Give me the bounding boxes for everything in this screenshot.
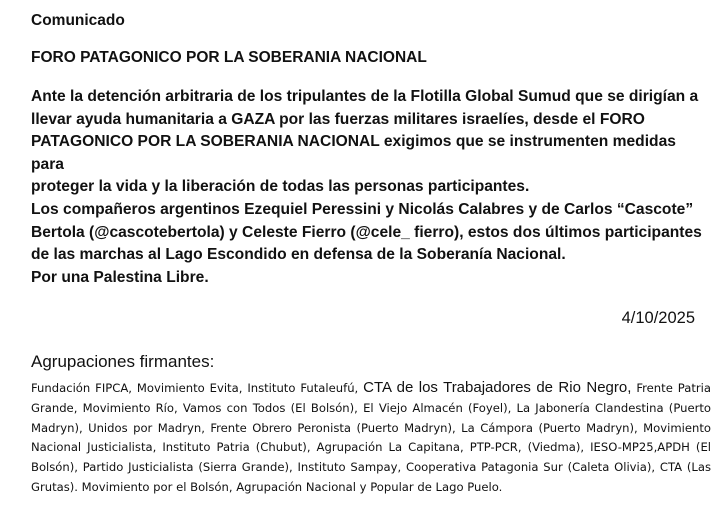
signers-list <box>31 378 711 497</box>
communique-document <box>31 11 711 498</box>
organization-title: FORO PATAGONICO POR LA SOBERANIA NACIONAL <box>31 49 427 66</box>
communique-body: Ante la detención arbitraria de los tripulantes de la Flotilla Global Sumud que se dirigían a llevar ayuda humanitaria a GAZA por las fuerzas militares israelíes, desde el FORO PATAGONICO POR LA SOBERANIA NACIONAL exigimos que se instrumenten medidas para proteger la vida y la liberación de todas las personas participantes. Los compañeros argentinos Ezequiel Peressini y Nicolás Calabres y de Carlos “Cascote” Bertola (@cascotebertola) y Celeste Fierro (@cele_ fierro), estos dos últimos participantes de las marchas al Lago Escondido en defensa de la Soberanía Nacional. Por una Palestina Libre. <box>31 88 702 286</box>
signers-list-part-2: Frente Patria Grande, Movimiento Río, Vamos con Todos (El Bolsón), El Viejo Almacén (Foyel), La Jabonería Clandestina (Puerto Madryn), Unidos por Madryn, Frente Obrero Peronista (Puerto Madryn), La Cámpora (Puerto Madryn), Movimiento Nacional Justicialista, Instituto Patria (Chubut), Agrupación La Capitana, PTP-PCR, (Viedma), IESO-MP25,APDH (El Bolsón), Partido Justicialista (Sierra Grande), Instituto Sampay, Cooperativa Patagonia Sur (Caleta Olivia), CTA (Las Grutas). Movimiento por el Bolsón, Agrupación Nacional y Popular de Lago Puelo. <box>31 381 711 494</box>
signers-list-highlight: CTA de los Trabajadores de Rio Negro, <box>363 379 632 397</box>
signers-title: Agrupaciones firmantes: <box>31 352 215 372</box>
document-heading: Comunicado <box>31 12 125 29</box>
document-date: 4/10/2025 <box>621 309 695 328</box>
signers-list-part-1: Fundación FIPCA, Movimiento Evita, Instituto Futaleufú, <box>31 381 364 396</box>
